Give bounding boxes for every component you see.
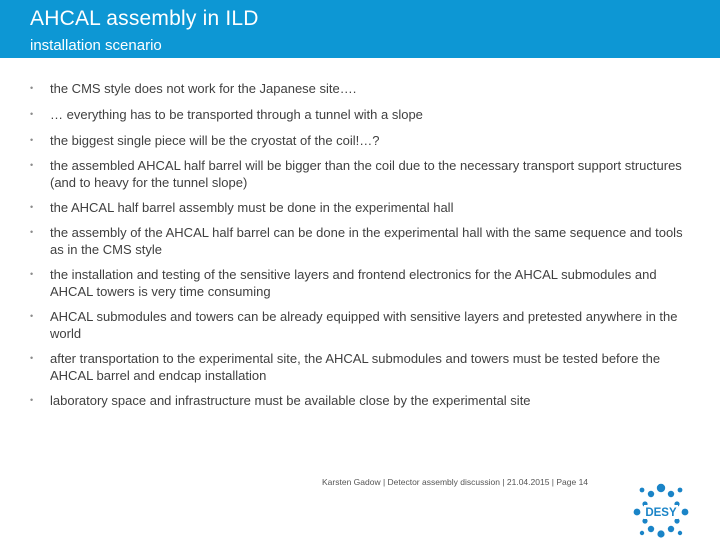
logo-text: DESY — [645, 507, 677, 519]
bullet-marker: • — [30, 109, 34, 119]
bullet-marker: • — [30, 160, 34, 170]
bullet-text: laboratory space and infrastructure must be available close by the experimental site — [50, 393, 531, 408]
bullet-marker: • — [30, 202, 34, 212]
bullet-text: the CMS style does not work for the Japanese site…. — [50, 81, 357, 96]
bullet-marker: • — [30, 311, 34, 321]
bullet-text: … everything has to be transported through a tunnel with a slope — [50, 107, 423, 122]
bullet-marker: • — [30, 353, 34, 363]
bullet-text: the biggest single piece will be the cryostat of the coil!…? — [50, 133, 380, 148]
desy-logo-icon — [632, 482, 690, 538]
bullet-text: the AHCAL half barrel assembly must be done in the experimental hall — [50, 200, 454, 215]
bullet-marker: • — [30, 269, 34, 279]
title-banner — [0, 0, 720, 58]
bullet-text: after transportation to the experimental site, the AHCAL submodules and towers must be tested before the AHCAL barrel and endcap installation — [50, 351, 661, 383]
bullet-text: AHCAL submodules and towers can be already equipped with sensitive layers and pretested anywhere in the world — [50, 309, 678, 341]
bullet-marker: • — [30, 395, 34, 405]
bullet-text: the assembly of the AHCAL half barrel can be done in the experimental hall with the same sequence and tools as in the CMS style — [50, 225, 683, 257]
slide-footer: Karsten Gadow | Detector assembly discussion | 21.04.2015 | Page 14 — [322, 477, 589, 487]
bullet-text: the assembled AHCAL half barrel will be bigger than the coil due to the necessary transport support structures (and to heavy for the tunnel slope) — [50, 158, 682, 190]
slide-title: AHCAL assembly in ILD — [30, 7, 259, 30]
bullet-marker: • — [30, 227, 34, 237]
bullet-marker: • — [30, 83, 34, 93]
bullet-text: the installation and testing of the sensitive layers and frontend electronics for the AHCAL submodules and AHCAL towers is very time consuming — [50, 267, 657, 299]
bullet-marker: • — [30, 135, 34, 145]
slide-subtitle: installation scenario — [30, 37, 162, 54]
